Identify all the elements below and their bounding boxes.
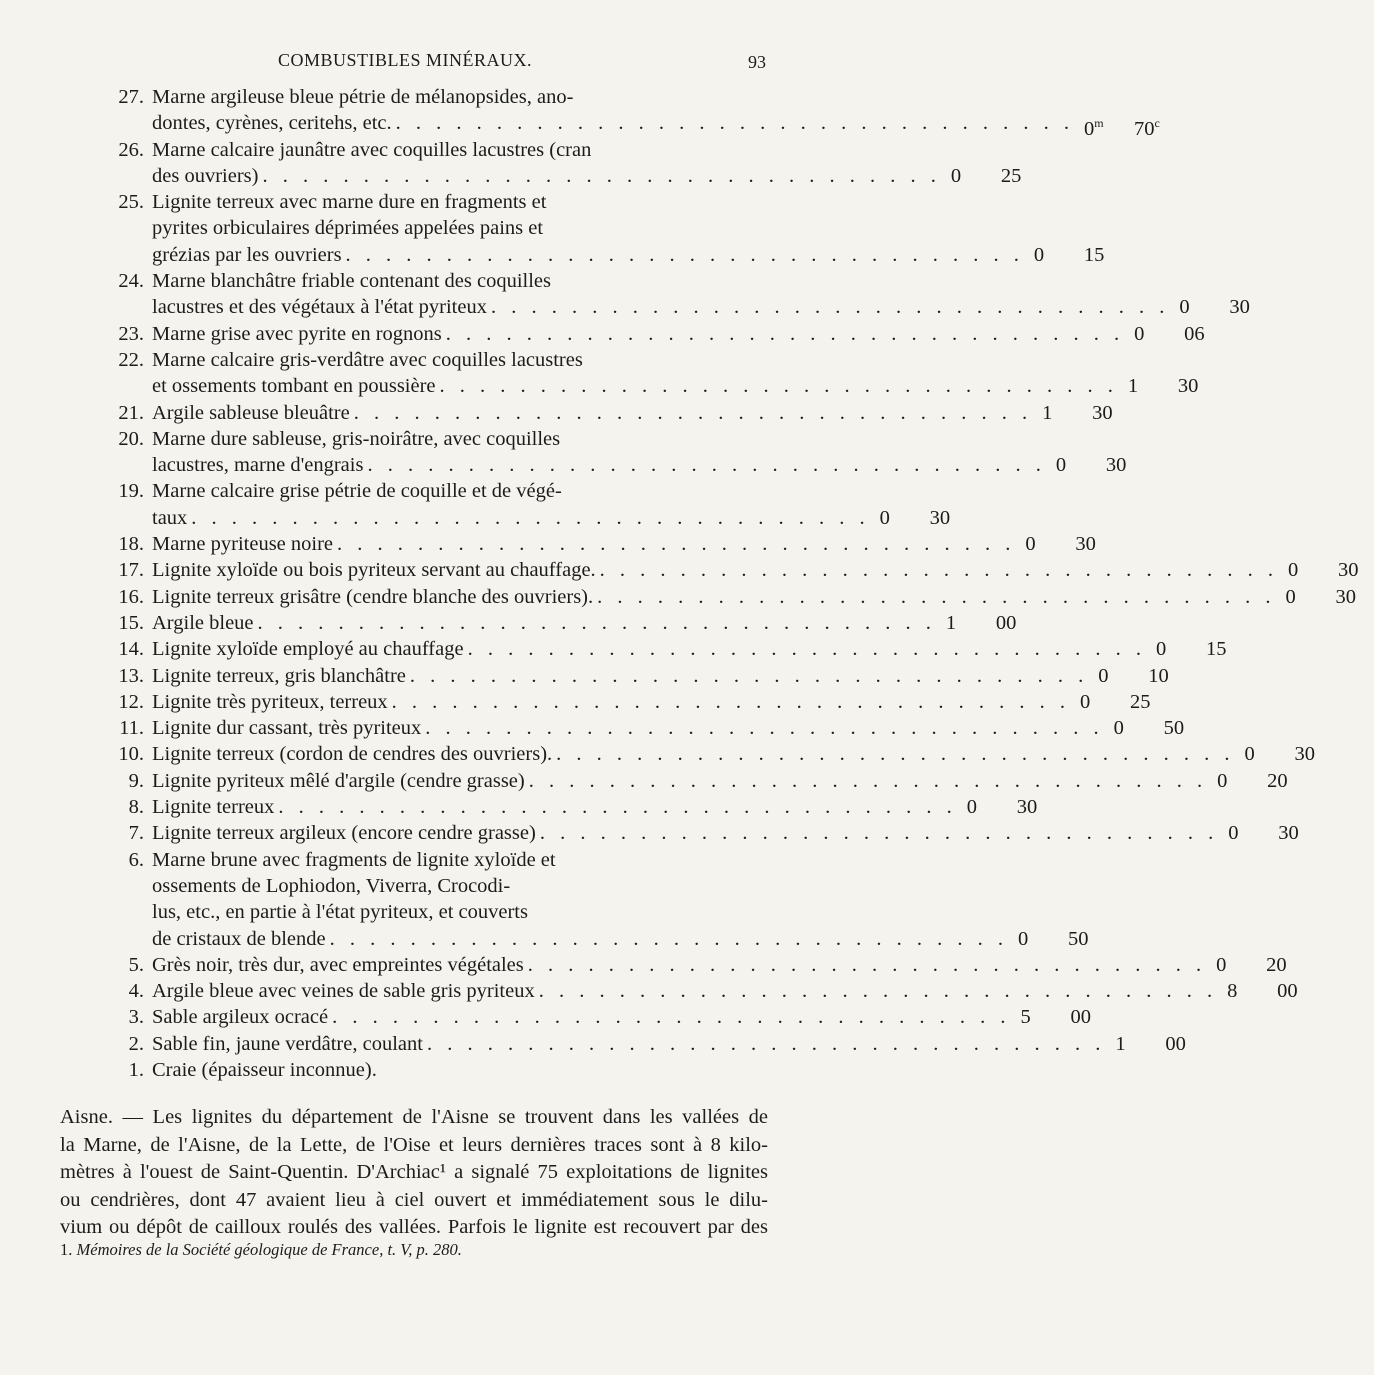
section-entry bbox=[98, 952, 1287, 978]
thickness-centimeters: 20 bbox=[1266, 953, 1287, 976]
entry-number: 1. bbox=[128, 1058, 144, 1081]
running-header bbox=[0, 50, 800, 80]
section-entry bbox=[98, 610, 1017, 636]
paragraph-line: mètres à l'ouest de Saint-Quentin. D'Archiac¹ a signalé 75 exploitations de lignites bbox=[60, 1161, 768, 1183]
thickness-centimeters: 70$^c$ bbox=[1134, 116, 1160, 141]
entry-number: 3. bbox=[128, 1006, 144, 1029]
thickness-centimeters: 00 bbox=[1070, 1006, 1091, 1029]
entry-description: Lignite terreux grisâtre (cendre blanche des ouvriers). bbox=[152, 585, 594, 608]
thickness-meters: 0 bbox=[1134, 322, 1145, 345]
entry-number: 14. bbox=[118, 638, 144, 661]
entry-description: Lignite pyriteux mêlé d'argile (cendre grasse) bbox=[152, 769, 525, 792]
entry-number: 6. bbox=[128, 848, 144, 871]
entry-description: Sable argileux ocracé bbox=[152, 1006, 329, 1029]
thickness-meters: 0 bbox=[879, 506, 890, 529]
section-entry bbox=[98, 715, 1185, 741]
thickness-meters: 0 bbox=[1179, 296, 1190, 319]
entry-description: Sable fin, jaune verdâtre, coulant bbox=[152, 1032, 423, 1055]
entry-description: Marne pyriteuse noire bbox=[152, 533, 334, 556]
paragraph-line: Aisne. — Les lignites du département de l'Aisne se trouvent dans les vallées de bbox=[60, 1106, 768, 1128]
entry-description: Marne grise avec pyrite en rognons bbox=[152, 322, 442, 345]
entry-description: et ossements tombant en poussière bbox=[152, 375, 436, 398]
section-entry bbox=[98, 478, 951, 531]
section-entry bbox=[98, 531, 1096, 557]
thickness-meters: 0 bbox=[1285, 585, 1296, 608]
thickness-meters: 1 bbox=[1127, 375, 1139, 398]
entry-description: ossements de Lophiodon, Viverra, Crocodi- bbox=[152, 874, 511, 897]
entry-number: 12. bbox=[118, 690, 144, 713]
entry-number: 22. bbox=[118, 348, 144, 371]
thickness-meters: 1 bbox=[1115, 1032, 1126, 1055]
thickness-centimeters: 06 bbox=[1184, 322, 1205, 345]
entry-number: 10. bbox=[118, 743, 144, 766]
thickness-centimeters: 00 bbox=[995, 611, 1017, 634]
entry-description: lus, etc., en partie à l'état pyriteux, et couverts bbox=[152, 901, 528, 924]
thickness-centimeters: 30 bbox=[1075, 533, 1096, 556]
section-entry bbox=[98, 347, 1199, 400]
thickness-centimeters: 30 bbox=[1092, 401, 1113, 424]
entry-number: 23. bbox=[118, 322, 144, 345]
dot-leader: . . . . . . . . . . . . . . . . . . . . . . . . . . . . . . . . . . bbox=[257, 611, 936, 634]
thickness-meters: 0 bbox=[950, 164, 962, 187]
entry-number: 16. bbox=[118, 585, 144, 608]
dot-leader: . . . . . . . . . . . . . . . . . . . . . . . . . . . . . . . . . . bbox=[345, 243, 1024, 266]
aisne-paragraph bbox=[60, 1104, 768, 1242]
thickness-meters: 0 bbox=[1033, 243, 1045, 266]
section-entry bbox=[98, 557, 1359, 583]
thickness-meters: 0 bbox=[1080, 690, 1091, 713]
thickness-centimeters: 30 bbox=[1229, 296, 1250, 319]
section-entry bbox=[98, 84, 1160, 141]
entry-number: 24. bbox=[118, 270, 144, 293]
entry-description: Marne argileuse bleue pétrie de mélanopsides, ano- bbox=[152, 86, 574, 108]
header-title: COMBUSTIBLES MINÉRAUX. bbox=[278, 50, 533, 70]
entry-description: des ouvriers) bbox=[152, 164, 259, 187]
thickness-meters: 0 bbox=[1288, 559, 1299, 582]
section-entry bbox=[98, 741, 1316, 767]
thickness-centimeters: 20 bbox=[1267, 769, 1288, 792]
thickness-centimeters: 15 bbox=[1083, 243, 1105, 266]
section-entry bbox=[98, 820, 1299, 846]
entry-description: dontes, cyrènes, ceritehs, etc. bbox=[152, 112, 392, 135]
entry-number: 17. bbox=[118, 559, 144, 582]
thickness-meters: 0 bbox=[1017, 927, 1029, 950]
thickness-centimeters: 30 bbox=[1335, 585, 1356, 608]
entry-number: 8. bbox=[128, 796, 144, 819]
section-entry bbox=[98, 768, 1288, 794]
dot-leader: . . . . . . . . . . . . . . . . . . . . . . . . . . . . . . . . . . bbox=[337, 533, 1016, 556]
entry-number: 25. bbox=[118, 191, 144, 214]
thickness-meters: 0 bbox=[966, 796, 978, 819]
footnote-text: Mémoires de la Société géologique de France, t. V, p. 280. bbox=[76, 1240, 462, 1259]
entry-description: Marne calcaire grise pétrie de coquille et de végé- bbox=[152, 480, 562, 503]
entry-number: 9. bbox=[128, 769, 144, 792]
entry-description: Marne blanchâtre friable contenant des coquilles bbox=[152, 270, 552, 293]
dot-leader: . . . . . . . . . . . . . . . . . . . . . . . . . . . . . . . . . . bbox=[426, 1032, 1106, 1055]
thickness-centimeters: 25 bbox=[1130, 690, 1151, 713]
entry-description: Marne calcaire jaunâtre avec coquilles lacustres (cran bbox=[152, 138, 592, 161]
dot-leader: . . . . . . . . . . . . . . . . . . . . . . . . . . . . . . . . . . bbox=[538, 980, 1218, 1003]
entry-number: 2. bbox=[128, 1032, 144, 1055]
entry-description: Marne dure sableuse, gris-noirâtre, avec coquilles bbox=[152, 427, 561, 450]
thickness-meters: 0 bbox=[1244, 743, 1255, 766]
section-entry bbox=[98, 321, 1205, 347]
entry-number: 11. bbox=[119, 717, 144, 740]
paragraph-line: la Marne, de l'Aisne, de la Lette, de l'Oise et leurs dernières traces sont à 8 kilo- bbox=[60, 1133, 768, 1156]
thickness-meters: 0 bbox=[1155, 638, 1167, 661]
thickness-meters: 0 bbox=[1217, 769, 1228, 792]
paragraph-line: ou cendrières, dont 47 avaient lieu à ciel ouvert et immédiatement sous le dilu- bbox=[60, 1188, 768, 1211]
thickness-meters: 1 bbox=[945, 611, 957, 634]
dot-leader: . . . . . . . . . . . . . . . . . . . . . . . . . . . . . . . . . . bbox=[490, 296, 1170, 319]
dot-leader: . . . . . . . . . . . . . . . . . . . . . . . . . . . . . . . . . . bbox=[467, 638, 1146, 661]
entry-description: Lignite terreux bbox=[152, 796, 275, 819]
entry-description: de cristaux de blende bbox=[152, 927, 326, 950]
entry-description: grézias par les ouvriers bbox=[152, 243, 342, 266]
dot-leader: . . . . . . . . . . . . . . . . . . . . . . . . . . . . . . . . . . bbox=[367, 454, 1046, 477]
thickness-centimeters: 30 bbox=[1016, 796, 1038, 819]
entry-description: Marne brune avec fragments de lignite xyloïde et bbox=[152, 848, 556, 871]
entry-number: 4. bbox=[128, 980, 144, 1003]
entry-number: 7. bbox=[128, 822, 144, 845]
thickness-centimeters: 10 bbox=[1148, 664, 1169, 687]
section-entry bbox=[98, 689, 1151, 715]
paragraph-line: vium ou dépôt de cailloux roulés des vallées. Parfois le lignite est recouvert par des bbox=[60, 1216, 768, 1238]
entry-description: Lignite très pyriteux, terreux bbox=[152, 690, 388, 713]
section-entry bbox=[98, 636, 1227, 662]
thickness-centimeters: 30 bbox=[1294, 743, 1316, 766]
entry-description: Argile bleue avec veines de sable gris pyriteux bbox=[152, 980, 535, 1003]
entry-description: Grès noir, très dur, avec empreintes végétales bbox=[152, 953, 524, 976]
thickness-meters: 0 bbox=[1055, 454, 1067, 477]
entry-number: 26. bbox=[118, 138, 144, 161]
entry-description: lacustres, marne d'engrais bbox=[152, 454, 364, 477]
thickness-meters: 8 bbox=[1227, 980, 1238, 1003]
section-entry bbox=[98, 1004, 1091, 1030]
thickness-centimeters: 30 bbox=[1105, 454, 1127, 477]
section-entry bbox=[98, 663, 1169, 689]
dot-leader: . . . . . . . . . . . . . . . . . . . . . . . . . . . . . . . . . . bbox=[278, 796, 957, 819]
entry-number: 20. bbox=[118, 427, 144, 450]
entry-description: Lignite terreux avec marne dure en fragments et bbox=[152, 191, 547, 214]
thickness-centimeters: 30 bbox=[1278, 822, 1299, 845]
entry-number: 18. bbox=[118, 533, 144, 556]
entry-description: Lignite xyloïde employé au chauffage bbox=[152, 638, 464, 661]
dot-leader: . . . . . . . . . . . . . . . . . . . . . . . . . . . . . . . . . . bbox=[439, 375, 1118, 398]
entry-description: Lignite terreux argileux (encore cendre grasse) bbox=[152, 822, 536, 845]
thickness-meters: 0 bbox=[1113, 717, 1124, 740]
entry-number: 27. bbox=[118, 86, 144, 108]
entry-description: pyrites orbiculaires déprimées appelées pains et bbox=[152, 217, 544, 240]
thickness-meters: 0$^m$ bbox=[1084, 116, 1104, 141]
dot-leader: . . . . . . . . . . . . . . . . . . . . . . . . . . . . . . . . . . bbox=[599, 559, 1279, 582]
thickness-centimeters: 30 bbox=[929, 506, 951, 529]
dot-leader: . . . . . . . . . . . . . . . . . . . . . . . . . . . . . . . . . . bbox=[332, 1006, 1011, 1029]
dot-leader: . . . . . . . . . . . . . . . . . . . . . . . . . . . . . . . . . . bbox=[528, 769, 1208, 792]
section-entry bbox=[98, 584, 1356, 610]
dot-leader: . . . . . . . . . . . . . . . . . . . . . . . . . . . . . . . . . . bbox=[556, 743, 1235, 766]
dot-leader: . . . . . . . . . . . . . . . . . . . . . . . . . . . . . . . . . . bbox=[391, 690, 1071, 713]
entry-number: 21. bbox=[118, 401, 144, 424]
dot-leader: . . . . . . . . . . . . . . . . . . . . . . . . . . . . . . . . . . bbox=[329, 927, 1008, 950]
footnote-number: 1. bbox=[60, 1240, 73, 1259]
dot-leader: . . . . . . . . . . . . . . . . . . . . . . . . . . . . . . . . . . bbox=[539, 822, 1219, 845]
page-number: 93 bbox=[748, 52, 766, 72]
entry-description: Lignite dur cassant, très pyriteux bbox=[152, 717, 422, 740]
section-entry bbox=[98, 1031, 1186, 1057]
entry-number: 19. bbox=[118, 480, 144, 503]
section-entry bbox=[98, 400, 1113, 426]
entry-description: Lignite xyloïde ou bois pyriteux servant au chauffage. bbox=[152, 559, 596, 582]
thickness-centimeters: 50 bbox=[1067, 927, 1089, 950]
thickness-meters: 0 bbox=[1025, 533, 1036, 556]
entry-description: Lignite terreux, gris blanchâtre bbox=[152, 664, 406, 687]
dot-leader: . . . . . . . . . . . . . . . . . . . . . . . . . . . . . . . . . . bbox=[353, 401, 1033, 424]
dot-leader: . . . . . . . . . . . . . . . . . . . . . . . . . . . . . . . . . . bbox=[527, 953, 1207, 976]
entry-description: Lignite terreux (cordon de cendres des ouvriers). bbox=[152, 743, 553, 766]
thickness-meters: 0 bbox=[1228, 822, 1239, 845]
thickness-meters: 1 bbox=[1042, 401, 1053, 424]
entry-number: 15. bbox=[118, 611, 144, 634]
entry-description: Argile bleue bbox=[152, 611, 254, 634]
entry-description: Argile sableuse bleuâtre bbox=[152, 401, 350, 424]
dot-leader: . . . . . . . . . . . . . . . . . . . . . . . . . . . . . . . . . . bbox=[191, 506, 870, 529]
stratigraphic-section-list bbox=[98, 84, 1359, 1083]
thickness-meters: 0 bbox=[1216, 953, 1227, 976]
entry-description: Marne calcaire gris-verdâtre avec coquilles lacustres bbox=[152, 348, 583, 371]
section-entry bbox=[98, 1057, 678, 1083]
dot-leader: . . . . . . . . . . . . . . . . . . . . . . . . . . . . . . . . . . bbox=[597, 585, 1276, 608]
entry-number: 5. bbox=[128, 953, 144, 976]
dot-leader: . . . . . . . . . . . . . . . . . . . . . . . . . . . . . . . . . . bbox=[409, 664, 1089, 687]
section-entry bbox=[98, 268, 1250, 321]
entry-description: taux bbox=[152, 506, 188, 529]
thickness-centimeters: 30 bbox=[1177, 375, 1199, 398]
section-entry bbox=[98, 847, 1089, 952]
thickness-centimeters: 00 bbox=[1277, 980, 1298, 1003]
thickness-centimeters: 15 bbox=[1205, 638, 1227, 661]
section-entry bbox=[98, 426, 1127, 479]
footnote bbox=[60, 1240, 760, 1260]
thickness-meters: 5 bbox=[1020, 1006, 1031, 1029]
entry-description: lacustres et des végétaux à l'état pyriteux bbox=[152, 296, 487, 319]
entry-description: Craie (épaisseur inconnue). bbox=[152, 1058, 377, 1081]
thickness-centimeters: 50 bbox=[1163, 717, 1185, 740]
dot-leader: . . . . . . . . . . . . . . . . . . . . . . . . . . . . . . . . . . bbox=[445, 322, 1125, 345]
section-entry bbox=[98, 189, 1105, 268]
thickness-centimeters: 30 bbox=[1338, 559, 1359, 582]
thickness-centimeters: 00 bbox=[1165, 1032, 1186, 1055]
section-entry bbox=[98, 978, 1298, 1004]
section-entry bbox=[98, 794, 1038, 820]
entry-number: 13. bbox=[118, 664, 144, 687]
dot-leader: . . . . . . . . . . . . . . . . . . . . . . . . . . . . . . . . . . bbox=[395, 112, 1075, 135]
section-entry bbox=[98, 137, 1022, 190]
thickness-centimeters: 25 bbox=[1000, 164, 1022, 187]
thickness-meters: 0 bbox=[1098, 664, 1109, 687]
dot-leader: . . . . . . . . . . . . . . . . . . . . . . . . . . . . . . . . . . bbox=[425, 717, 1104, 740]
dot-leader: . . . . . . . . . . . . . . . . . . . . . . . . . . . . . . . . . . bbox=[262, 164, 941, 187]
